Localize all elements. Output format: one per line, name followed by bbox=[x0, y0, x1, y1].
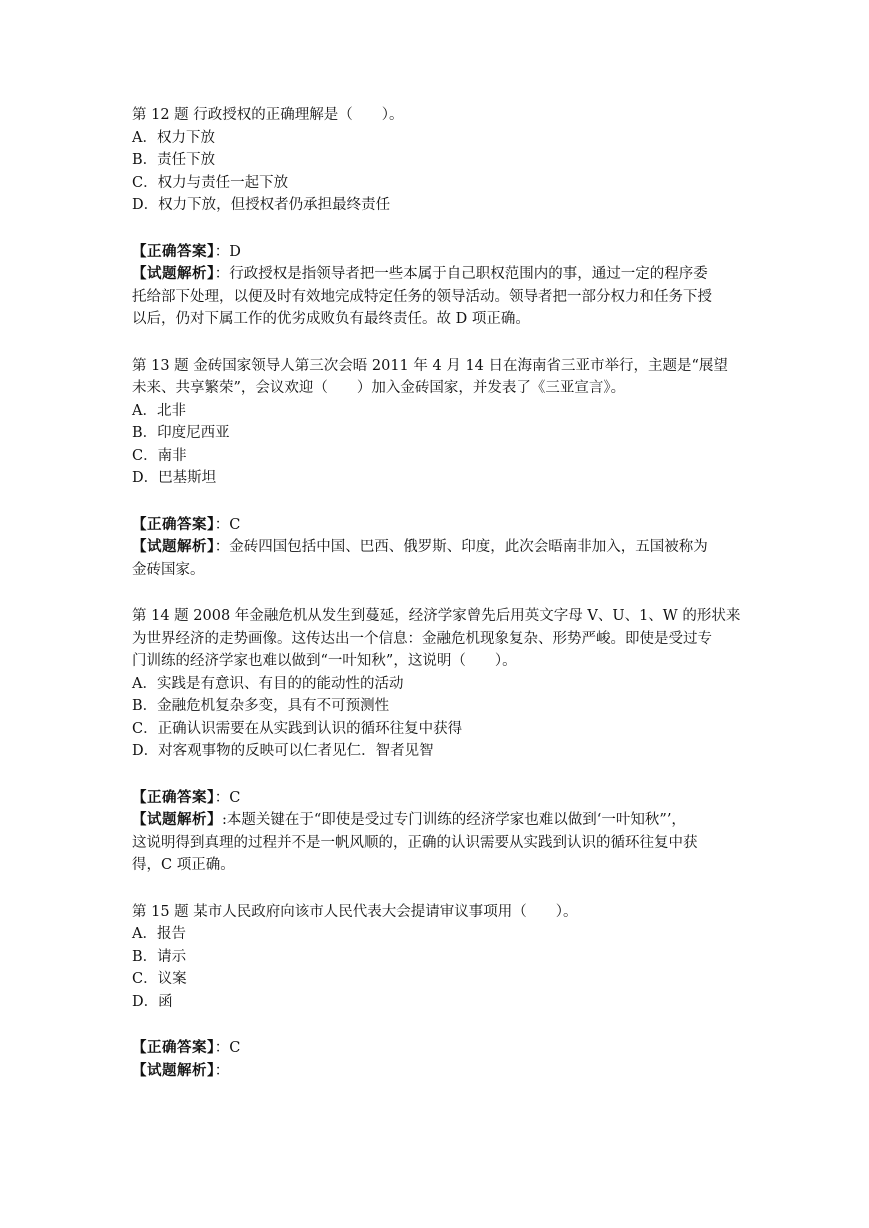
analysis-label: 【试题解析】 bbox=[132, 539, 215, 555]
answer-line bbox=[132, 787, 742, 810]
option-c: C．南非 bbox=[132, 447, 187, 464]
analysis-text: ： bbox=[214, 1062, 230, 1079]
option-d: D．巴基斯坦 bbox=[132, 470, 217, 486]
answer-line bbox=[132, 1037, 742, 1060]
option-b: B．责任下放 bbox=[132, 152, 216, 168]
answer-label: 【正确答案】 bbox=[132, 243, 215, 260]
question-stem: 门训练的经济学家也难以做到“一叶知秋”，这说明（ ）。 bbox=[132, 653, 517, 669]
question-stem: 第 12 题 行政授权的正确理解是（ ）。 bbox=[132, 107, 404, 123]
document-page bbox=[132, 104, 742, 1082]
option-d: D．权力下放，但授权者仍承担最终责任 bbox=[132, 197, 391, 213]
answer-label: 【正确答案】 bbox=[132, 789, 215, 806]
option-c: C．权力与责任一起下放 bbox=[132, 174, 289, 191]
question-13 bbox=[132, 355, 742, 582]
question-stem: 未来、共享繁荣”，会议欢迎（ ）加入金砖国家，并发表了《三亚宣言》。 bbox=[132, 380, 626, 396]
analysis-text: 以后，仍对下属工作的优劣成败负有最终责任。故 D 项正确。 bbox=[132, 311, 530, 327]
option-b: B．印度尼西亚 bbox=[132, 425, 230, 441]
option-a: A．报告 bbox=[132, 926, 186, 942]
option-d: D．对客观事物的反映可以仁者见仁．智者见智 bbox=[132, 743, 434, 759]
question-stem: 第 15 题 某市人民政府向该市人民代表大会提请审议事项用（ ）。 bbox=[132, 903, 578, 920]
analysis-line bbox=[132, 809, 742, 832]
question-stem: 第 14 题 2008 年金融危机从发生到蔓延，经济学家曾先后用英文字母 V、U、1、W 的形状来 bbox=[132, 608, 741, 624]
option-a: A．实践是有意识、有目的的能动性的活动 bbox=[132, 675, 404, 692]
option-b: B．请示 bbox=[132, 948, 187, 965]
answer-line bbox=[132, 514, 742, 537]
option-c: C．议案 bbox=[132, 971, 187, 987]
answer-line bbox=[132, 241, 742, 264]
answer-value: ：C bbox=[214, 1040, 241, 1056]
option-b: B．金融危机复杂多变，具有不可预测性 bbox=[132, 698, 390, 714]
answer-value: ：C bbox=[214, 516, 241, 533]
question-14 bbox=[132, 605, 742, 877]
answer-value: ：D bbox=[214, 243, 241, 260]
question-12 bbox=[132, 104, 742, 331]
question-stem: 为世界经济的走势画像。这传达出一个信息：金融危机现象复杂、形势严峻。即使是受过专 bbox=[132, 630, 712, 647]
analysis-label: 【试题解析】 bbox=[132, 266, 215, 282]
option-a: A．北非 bbox=[132, 402, 186, 419]
analysis-line bbox=[132, 263, 742, 286]
option-d: D．函 bbox=[132, 993, 173, 1010]
analysis-text: 得，C 项正确。 bbox=[132, 857, 235, 873]
question-15 bbox=[132, 901, 742, 1083]
analysis-text: 这说明得到真理的过程并不是一帆风顺的，正确的认识需要从实践到认识的循环往复中获 bbox=[132, 834, 698, 851]
analysis-text: 托给部下处理，以便及时有效地完成特定任务的领导活动。领导者把一部分权力和任务下授 bbox=[132, 288, 712, 305]
analysis-line bbox=[132, 1060, 742, 1083]
option-c: C．正确认识需要在从实践到认识的循环往复中获得 bbox=[132, 720, 463, 737]
analysis-text: 金砖国家。 bbox=[132, 561, 205, 578]
answer-value: ：C bbox=[214, 789, 241, 806]
analysis-text: :本题关键在于“即使是受过专门训练的经济学家也难以做到‘一叶知秋”’， bbox=[222, 812, 686, 828]
analysis-text: ：行政授权是指领导者把一些本属于自己职权范围内的事，通过一定的程序委 bbox=[214, 266, 708, 282]
analysis-label: 【试题解析】 bbox=[132, 1062, 215, 1079]
answer-label: 【正确答案】 bbox=[132, 1040, 215, 1056]
analysis-line bbox=[132, 536, 742, 559]
analysis-text: ：金砖四国包括中国、巴西、俄罗斯、印度，此次会晤南非加入，五国被称为 bbox=[214, 539, 708, 555]
question-stem: 第 13 题 金砖国家领导人第三次会晤 2011 年 4 月 14 日在海南省三亚市举行，主题是“展望 bbox=[132, 357, 728, 374]
analysis-label: 【试题解析】 bbox=[132, 812, 222, 828]
option-a: A．权力下放 bbox=[132, 129, 215, 146]
answer-label: 【正确答案】 bbox=[132, 516, 215, 533]
